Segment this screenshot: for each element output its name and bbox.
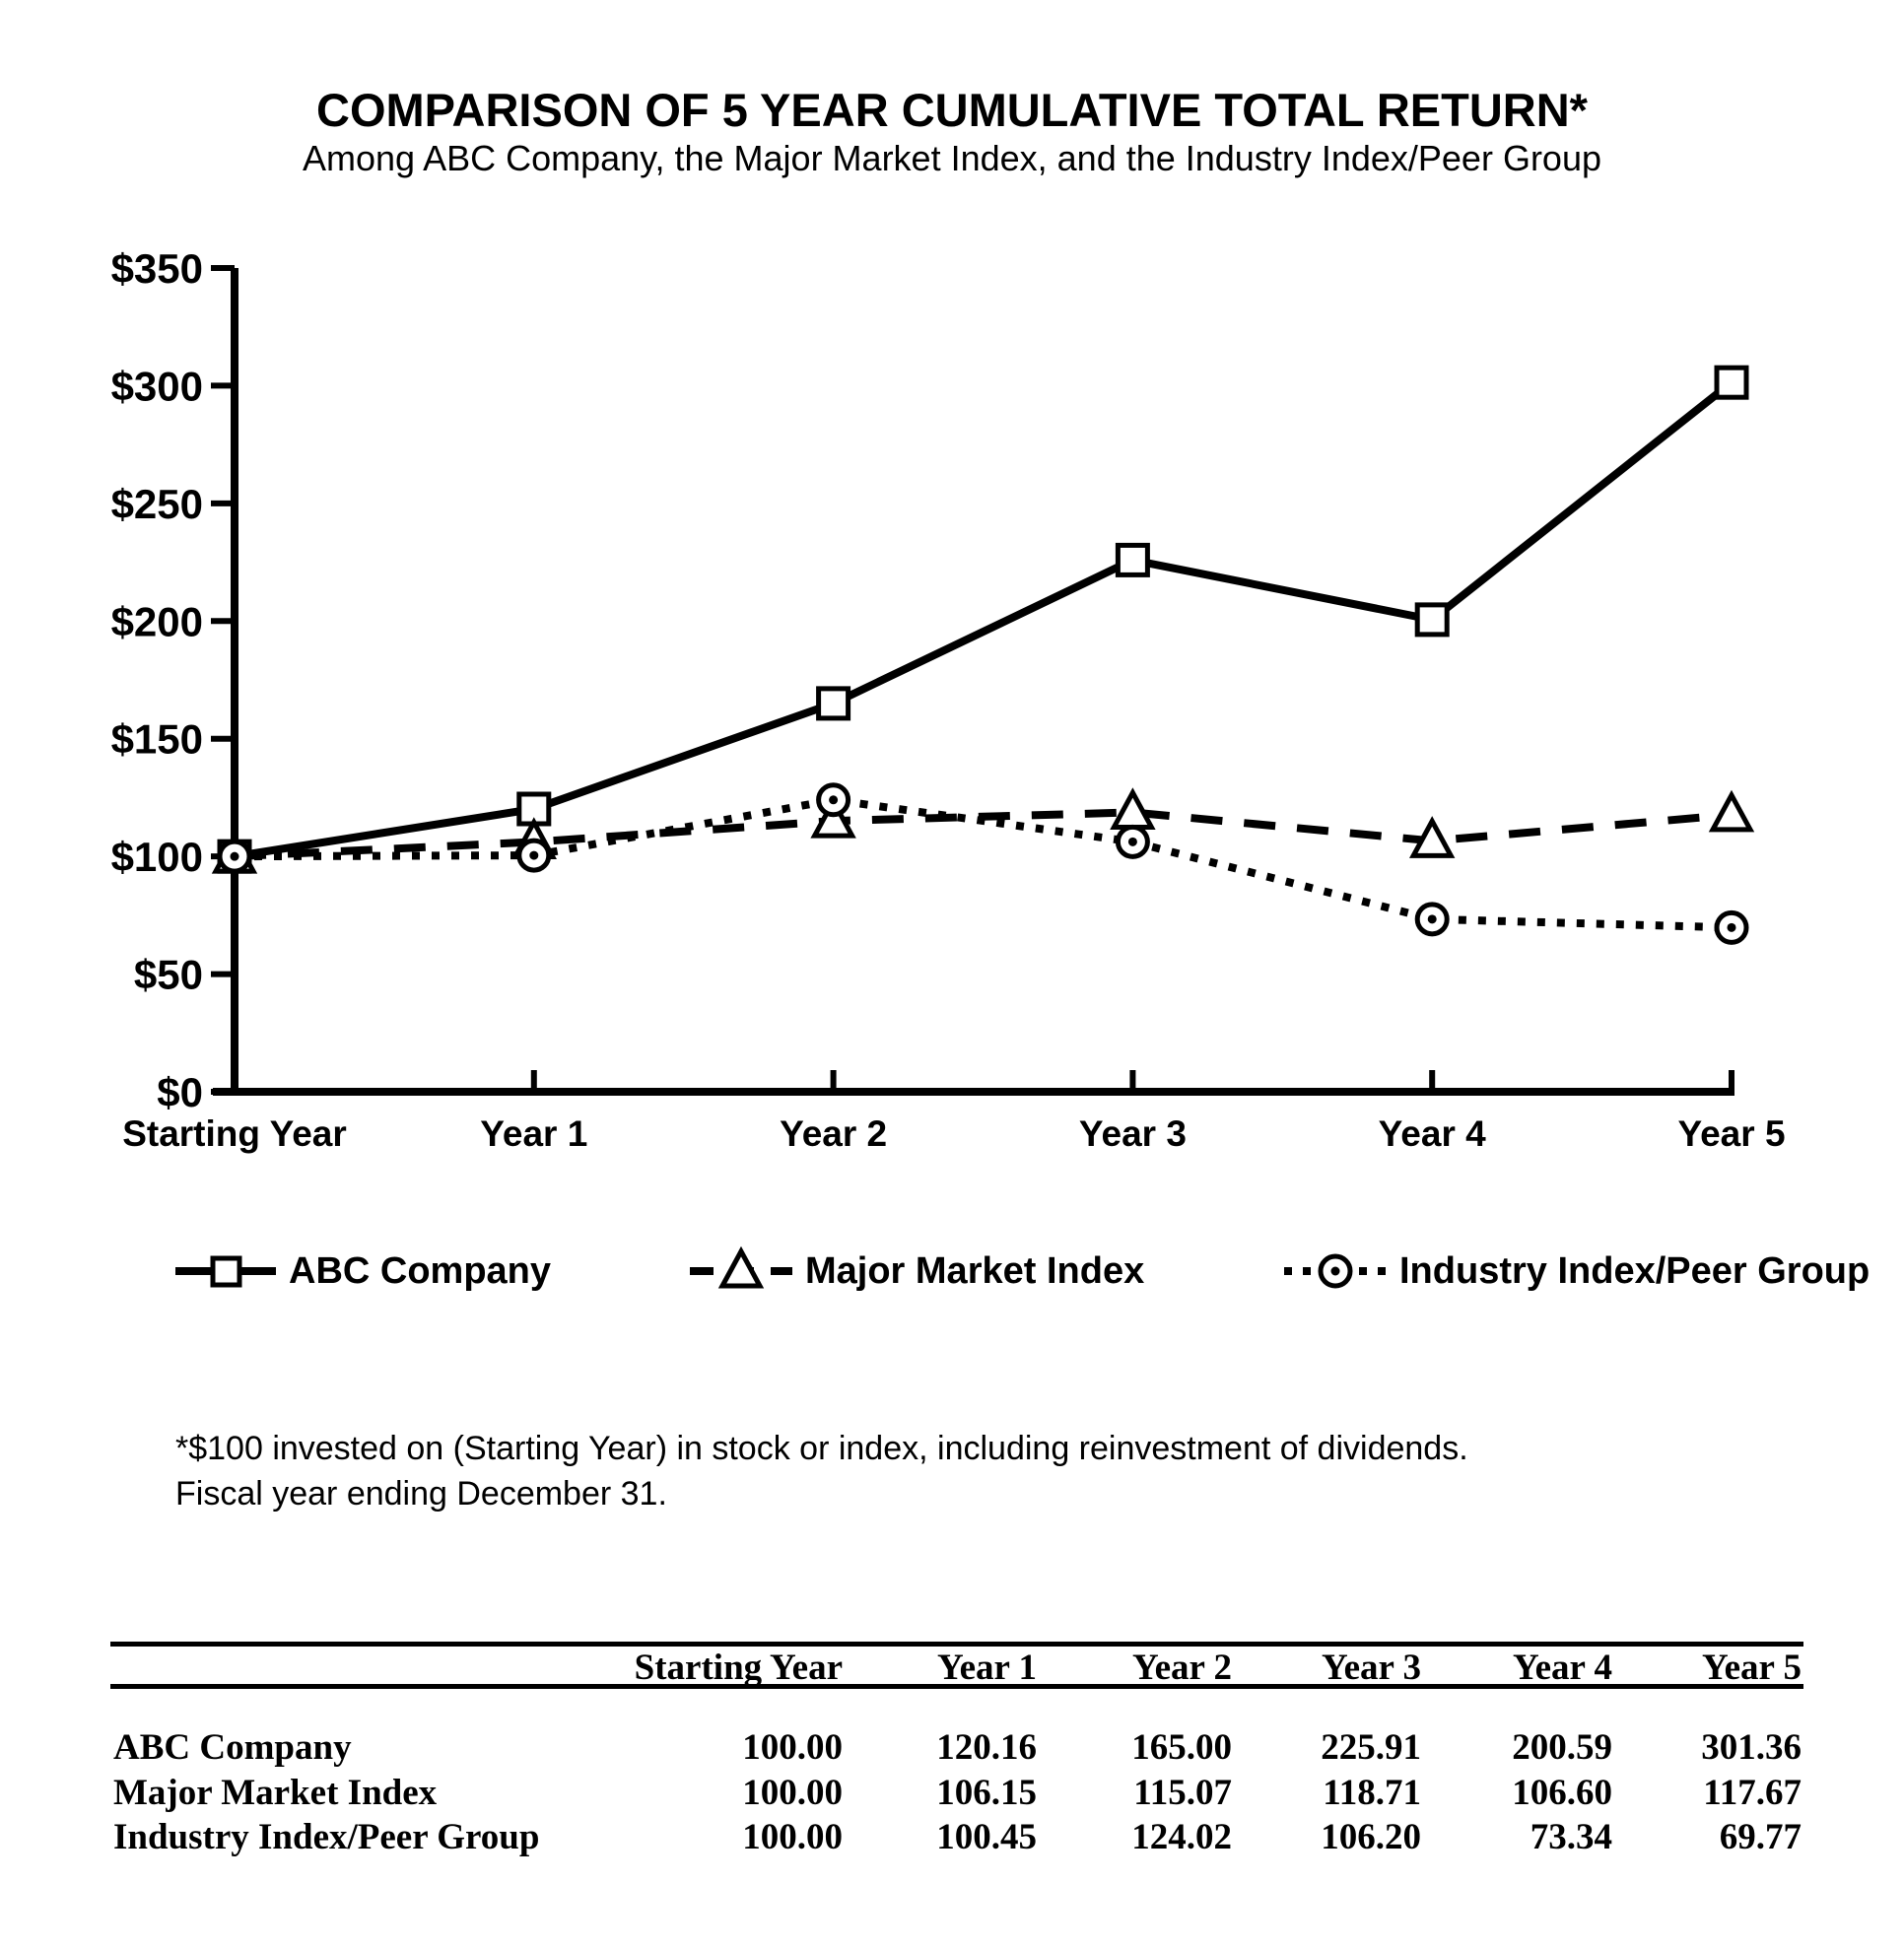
table-row — [0, 1726, 1904, 1772]
table-cell: 100.00 — [742, 1773, 843, 1813]
y-tick-label: $150 — [110, 715, 203, 763]
legend-item-abc-company — [175, 1244, 551, 1299]
x-category-label: Year 5 — [1677, 1113, 1786, 1154]
table-cell: 115.07 — [1133, 1773, 1232, 1813]
footnote-line-1: *$100 invested on (Starting Year) in stock or index, including reinvestment of dividends. — [175, 1430, 1468, 1467]
table-cell: 100.00 — [742, 1817, 843, 1857]
table-header-cell: Year 4 — [1512, 1648, 1612, 1688]
circle-marker-dot — [829, 795, 838, 804]
x-category-label: Starting Year — [122, 1113, 347, 1154]
table-header-cell: Year 5 — [1701, 1648, 1802, 1688]
square-marker — [1717, 368, 1746, 397]
dashed-line-triangle-marker-icon — [690, 1244, 792, 1299]
legend-item-major-market-index — [690, 1244, 1144, 1299]
y-tick-label: $250 — [110, 480, 203, 527]
y-tick-label: $350 — [110, 245, 203, 292]
table-cell: 69.77 — [1719, 1817, 1802, 1857]
footnote-line-2: Fiscal year ending December 31. — [175, 1475, 667, 1513]
table-cell: 120.16 — [936, 1727, 1037, 1768]
table-cell: 100.45 — [936, 1817, 1037, 1857]
table-row-label: ABC Company — [113, 1727, 352, 1768]
page-subtitle: Among ABC Company, the Major Market Index, and the Industry Index/Peer Group — [302, 138, 1601, 178]
table-cell: 73.34 — [1530, 1817, 1612, 1857]
table-header-cell: Year 3 — [1321, 1648, 1421, 1688]
table-cell: 100.00 — [742, 1727, 843, 1768]
legend-item-industry-index-peer-group — [1284, 1244, 1870, 1299]
x-category-label: Year 4 — [1378, 1113, 1486, 1154]
table-header-row — [0, 1647, 1904, 1692]
circle-marker-dot — [1728, 923, 1736, 932]
circle-marker-dot — [1128, 838, 1137, 846]
square-marker — [1417, 605, 1447, 635]
square-marker — [819, 689, 849, 718]
chart-footnote — [175, 1426, 1468, 1516]
table-cell: 200.59 — [1512, 1727, 1612, 1768]
y-tick-label: $50 — [133, 951, 203, 998]
y-tick-label: $300 — [110, 363, 203, 410]
square-marker — [1118, 545, 1147, 574]
table-cell: 106.15 — [936, 1773, 1037, 1813]
table-cell: 118.71 — [1323, 1773, 1421, 1813]
table-cell: 117.67 — [1703, 1773, 1802, 1813]
x-category-label: Year 1 — [480, 1113, 588, 1154]
table-cell: 165.00 — [1131, 1727, 1232, 1768]
y-tick-label: $100 — [110, 834, 203, 881]
solid-line-square-marker-icon — [175, 1244, 276, 1299]
circle-marker-dot — [529, 851, 538, 860]
circle-marker-dot — [1428, 914, 1437, 923]
table-header-cell: Starting Year — [634, 1648, 843, 1688]
dotted-line-circle-marker-icon — [1284, 1244, 1387, 1299]
table-header-cell: Year 2 — [1131, 1648, 1232, 1688]
table-row — [0, 1772, 1904, 1817]
table-cell: 124.02 — [1131, 1817, 1232, 1857]
circle-marker-dot — [231, 852, 239, 861]
x-category-label: Year 3 — [1078, 1113, 1187, 1154]
series-line-0 — [235, 382, 1732, 856]
y-tick-label: $200 — [110, 598, 203, 645]
y-tick-label: $0 — [157, 1069, 203, 1115]
table-cell: 301.36 — [1701, 1727, 1802, 1768]
table-cell: 106.20 — [1321, 1817, 1421, 1857]
table-row-label: Industry Index/Peer Group — [113, 1817, 540, 1857]
x-category-label: Year 2 — [780, 1113, 888, 1154]
page-title: COMPARISON OF 5 YEAR CUMULATIVE TOTAL RETURN* — [316, 84, 1588, 136]
table-row — [0, 1816, 1904, 1861]
legend-label: Major Market Index — [805, 1249, 1145, 1292]
legend-label: ABC Company — [289, 1249, 552, 1292]
table-cell: 106.60 — [1512, 1773, 1612, 1813]
table-row-label: Major Market Index — [113, 1773, 438, 1813]
legend-label: Industry Index/Peer Group — [1399, 1249, 1870, 1292]
triangle-marker — [1713, 795, 1750, 830]
table-cell: 225.91 — [1321, 1727, 1421, 1768]
table-header-cell: Year 1 — [936, 1648, 1037, 1688]
